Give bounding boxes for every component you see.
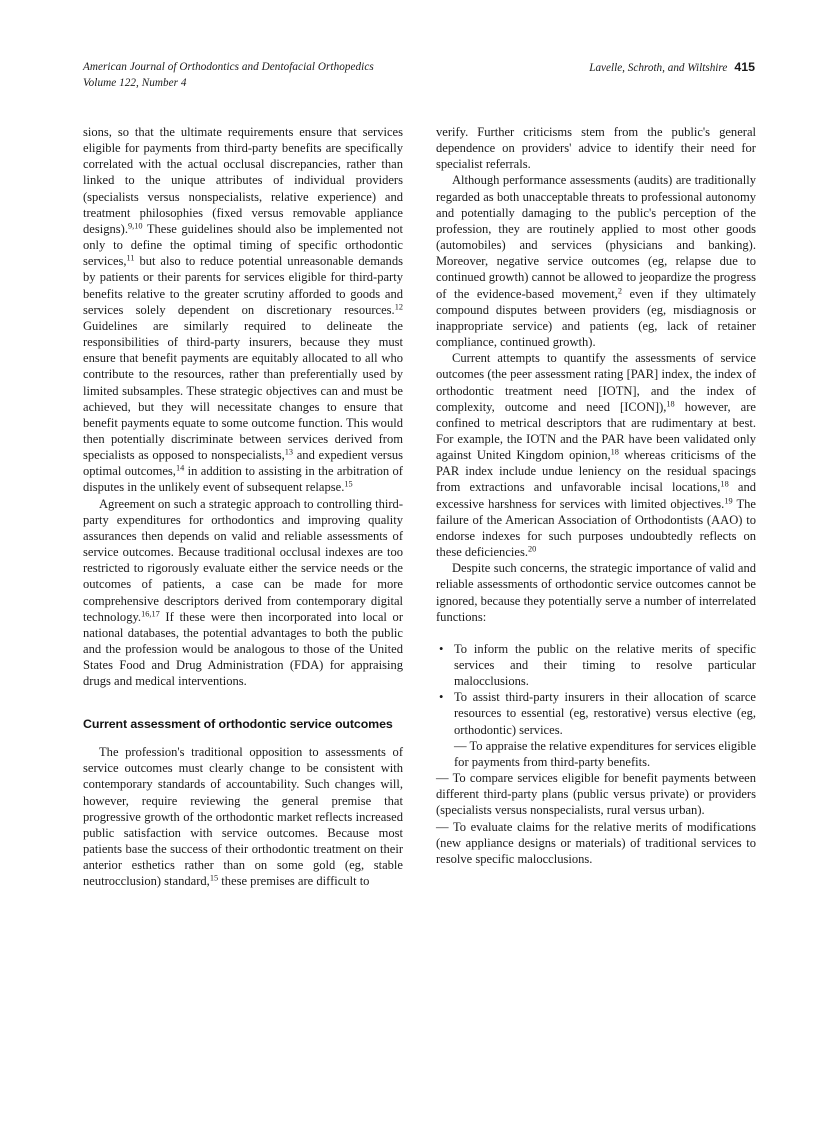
reference-superscript: 14 xyxy=(175,463,185,473)
functions-bullet-list xyxy=(436,641,756,770)
reference-superscript: 12 xyxy=(394,302,403,312)
text-run: Current attempts to quantify the assessments of service outcomes (the peer assessment rating [PAR] index, the index of orthodontic treatment need [IOTN], and the index of complexity, outcome and need [ICON]), xyxy=(436,351,756,414)
body-paragraph xyxy=(436,172,756,350)
bullet-icon: • xyxy=(439,690,444,705)
text-run: Although performance assessments (audits) are traditionally regarded as both unacceptable threats to professional autonomy and potentially damaging to the public's perception of the profession, they are routinely applied to most other goods (automobiles) and services (physicians and banking). Moreover, negative service outcomes (eg, relapse due to continued growth) cannot be allowed to jeopardize the progress of the evidence-based movement, xyxy=(436,173,756,301)
trailing-dash-items xyxy=(436,770,756,867)
text-run: These guidelines should also be implemented not only to define the optimal timing of specific orthodontic services, xyxy=(83,221,403,269)
body-paragraph xyxy=(436,560,756,625)
reference-superscript: 11 xyxy=(126,253,135,263)
em-dash-icon: — xyxy=(436,771,453,786)
running-head-right xyxy=(589,60,755,77)
sub-list-item xyxy=(436,819,756,867)
sub-list-item xyxy=(454,738,756,770)
body-paragraph xyxy=(436,350,756,560)
body-paragraph xyxy=(83,124,403,496)
text-run: even if they ultimately compound disputes between providers (eg, misdiagnosis or inappropriate service) and patients (eg, lack of retainer compliance, continued growth). xyxy=(436,286,756,350)
reference-superscript: 15 xyxy=(344,479,353,489)
sub-list-item xyxy=(436,770,756,818)
reference-superscript: 20 xyxy=(527,544,537,554)
body-paragraph xyxy=(83,744,403,889)
list-item xyxy=(436,641,756,689)
journal-title: American Journal of Orthodontics and Dentofacial Orthopedics xyxy=(83,61,374,73)
text-run: whereas criticisms of the PAR index include undue leniency on the residual spacings from extractions and unfavorable incisal locations, xyxy=(436,448,756,495)
text-run: The profession's traditional opposition to assessments of service outcomes must clearly change to be consistent with contemporary standards of accountability. Such changes will, however, require reviewing the general premise that progressive growth of the orthodontic market reflects increased public satisfaction with service outcomes. Because most patients base the success of their orthodontic treatment on their anterior esthetics rather than on some gold (eg, stable neutrocclusion) standard, xyxy=(83,745,403,889)
right-column xyxy=(436,124,756,867)
text-run: Guidelines are similarly required to delineate the responsibilities of third-party insurers, because they must ensure that benefit payments are equitably allocated to all who contribute to the resources, rather than preferentially used by limited subsamples. These strategic objectives can and must be achieved, but they will necessitate changes to ensure that benefit payments equate to some outcome function. This would then potentially discriminate between services derived from specialists as opposed to nonspecialists, xyxy=(83,318,403,463)
text-run: but also to reduce potential unreasonable demands by patients or their parents for services eligible for third-party benefits relative to the greater scrutiny afforded to goods and services solely dependent on discretionary resources. xyxy=(83,254,403,317)
running-head xyxy=(83,60,755,94)
left-column-paragraphs xyxy=(83,124,403,689)
left-column-paragraphs-after-heading xyxy=(83,744,403,889)
list-item-label: To assist third-party insurers in their allocation of scarce resources to essential (eg, restorative) versus elective (eg, orthodontic) services. xyxy=(454,690,756,737)
running-head-left xyxy=(83,60,374,91)
reference-superscript: 18 xyxy=(666,399,675,409)
section-heading: Current assessment of orthodontic service outcomes xyxy=(83,717,393,732)
reference-superscript: 13 xyxy=(284,447,294,457)
text-run: and excessive harshness for services with limited objectives. xyxy=(436,480,756,511)
reference-superscript: 2 xyxy=(617,286,622,295)
reference-superscript: 9,10 xyxy=(127,221,143,231)
bullet-icon: • xyxy=(439,641,444,656)
reference-superscript: 19 xyxy=(724,496,733,506)
text-run: in addition to assisting in the arbitration of disputes in the unlikely event of subsequent relapse. xyxy=(83,464,403,495)
list-item xyxy=(436,689,756,737)
reference-superscript: 16,17 xyxy=(141,609,160,619)
text-run: verify. Further criticisms stem from the public's general dependence on providers' advice to identify their need for specialist referrals. xyxy=(436,125,756,172)
em-dash-icon: — xyxy=(436,819,453,834)
em-dash-icon: — xyxy=(454,738,470,753)
text-run: Despite such concerns, the strategic importance of valid and reliable assessments of orthodontic service outcomes cannot be ignored, because they potentially serve a number of interrelated functions: xyxy=(436,561,756,624)
body-paragraph xyxy=(83,496,403,690)
text-run: If these were then incorporated into local or national databases, the potential advantages to both the public and the profession would be analogous to those of the United States Food and Drug Administration (FDA) for appraising drugs and medical interventions. xyxy=(83,609,403,689)
sub-list-item-label: To compare services eligible for benefit payments between different third-party plans (public versus private) or providers (specialists versus nonspecialists, rural versus urban). xyxy=(436,771,756,818)
page-number: 415 xyxy=(734,60,755,74)
sub-list-item-label: To evaluate claims for the relative merits of modifications (new appliance designs or materials) of traditional services to resolve specific malocclusions. xyxy=(436,819,756,866)
text-run: The failure of the American Association of Orthodontists (AAO) to endorse indexes for such purposes undoubtedly reflects on these deficiencies. xyxy=(436,496,756,560)
text-run: these premises are difficult to xyxy=(218,874,370,889)
text-run: and expedient versus optimal outcomes, xyxy=(83,448,404,479)
author-names: Lavelle, Schroth, and Wiltshire xyxy=(589,62,728,74)
text-run: however, are confined to metrical descriptors that are rudimentary at best. For example, the IOTN and the PAR have been validated only against United Kingdom opinion, xyxy=(436,399,756,463)
sub-list-item-label: To appraise the relative expenditures for services eligible for payments from third-party benefits. xyxy=(454,738,757,769)
body-paragraph xyxy=(436,124,756,172)
reference-superscript: 18 xyxy=(720,479,729,489)
left-column xyxy=(83,124,403,889)
text-run: Agreement on such a strategic approach to controlling third-party expenditures for orthodontics and improving quality assurances then depends on valid and reliable assessments of service outcomes. Because traditional occlusal indexes are too restricted to rigorously evaluate either the service needs or the outcomes of patients, a case can be made for more comprehensive descriptors derived from contemporary digital technology. xyxy=(83,496,403,624)
volume-issue-line: Volume 122, Number 4 xyxy=(83,76,187,89)
reference-superscript: 15 xyxy=(209,873,219,883)
text-run: sions, so that the ultimate requirements ensure that services eligible for payments from third-party benefits are specifically correlated with the actual occlusal discrepancies, rather than linked to the unique attributes of individual providers (specialists versus nonspecialists, relative experience) and treatment philosophies (fixed versus removable appliance designs). xyxy=(83,125,403,236)
right-column-paragraphs xyxy=(436,124,756,625)
reference-superscript: 18 xyxy=(610,447,619,457)
list-item-label: To inform the public on the relative merits of specific services and their timing to resolve particular malocclusions. xyxy=(454,641,756,689)
